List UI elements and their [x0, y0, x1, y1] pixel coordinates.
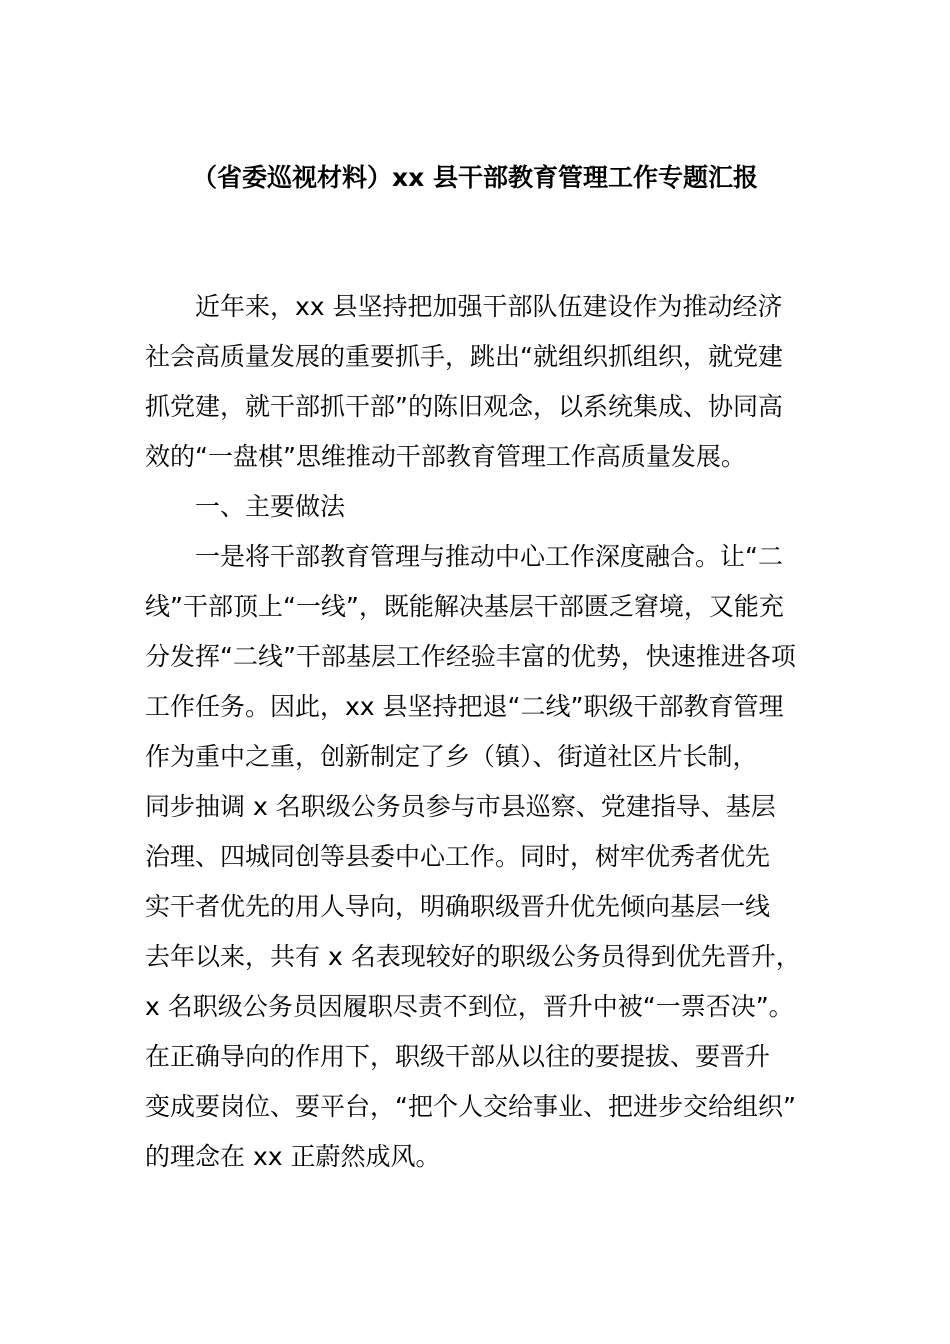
paragraph-1-line-1: 近年来，xx 县坚持把加强干部队伍建设作为推动经济: [195, 292, 783, 321]
paragraph-2-line-8: 实干者优先的用人导向，明确职级晋升优先倾向基层一线: [145, 892, 771, 921]
paragraph-1-line-2: 社会高质量发展的重要抓手，跳出“就组织抓组织，就党建: [145, 342, 783, 371]
document-title: （省委巡视材料）xx 县干部教育管理工作专题汇报: [192, 163, 758, 192]
paragraph-1-line-4: 效的“一盘棋”思维推动干部教育管理工作高质量发展。: [145, 442, 746, 471]
paragraph-2-line-9: 去年以来，共有 x 名表现较好的职级公务员得到优先晋升，: [145, 942, 801, 971]
paragraph-2-line-2: 线”干部顶上“一线”，既能解决基层干部匮乏窘境，又能充: [145, 592, 784, 621]
paragraph-2-line-13: 的理念在 xx 正蔚然成风。: [145, 1142, 441, 1171]
paragraph-2-line-12: 变成要岗位、要平台，“把个人交给事业、把进步交给组织”: [145, 1092, 796, 1121]
paragraph-2-line-6: 同步抽调 x 名职级公务员参与市县巡察、党建指导、基层: [145, 792, 776, 821]
paragraph-2-line-1: 一是将干部教育管理与推动中心工作深度融合。让“二: [195, 542, 783, 571]
section-heading: 一、主要做法: [195, 492, 346, 521]
paragraph-2-line-7: 治理、四城同创等县委中心工作。同时，树牢优秀者优先: [145, 842, 771, 871]
paragraph-2-line-11: 在正确导向的作用下，职级干部从以往的要提拔、要晋升: [145, 1042, 771, 1071]
paragraph-2-line-5: 作为重中之重，创新制定了乡（镇）、街道社区片长制，: [145, 742, 758, 771]
paragraph-2-line-4: 工作任务。因此，xx 县坚持把退“二线”职级干部教育管理: [145, 692, 784, 721]
paragraph-1-line-3: 抓党建，就干部抓干部”的陈旧观念，以系统集成、协同高: [145, 392, 783, 421]
paragraph-2-line-3: 分发挥“二线”干部基层工作经验丰富的优势，快速推进各项: [145, 642, 796, 671]
paragraph-2-line-10: x 名职级公务员因履职尽责不到位，晋升中被“一票否决”。: [145, 992, 794, 1021]
document-body: [145, 282, 835, 1182]
